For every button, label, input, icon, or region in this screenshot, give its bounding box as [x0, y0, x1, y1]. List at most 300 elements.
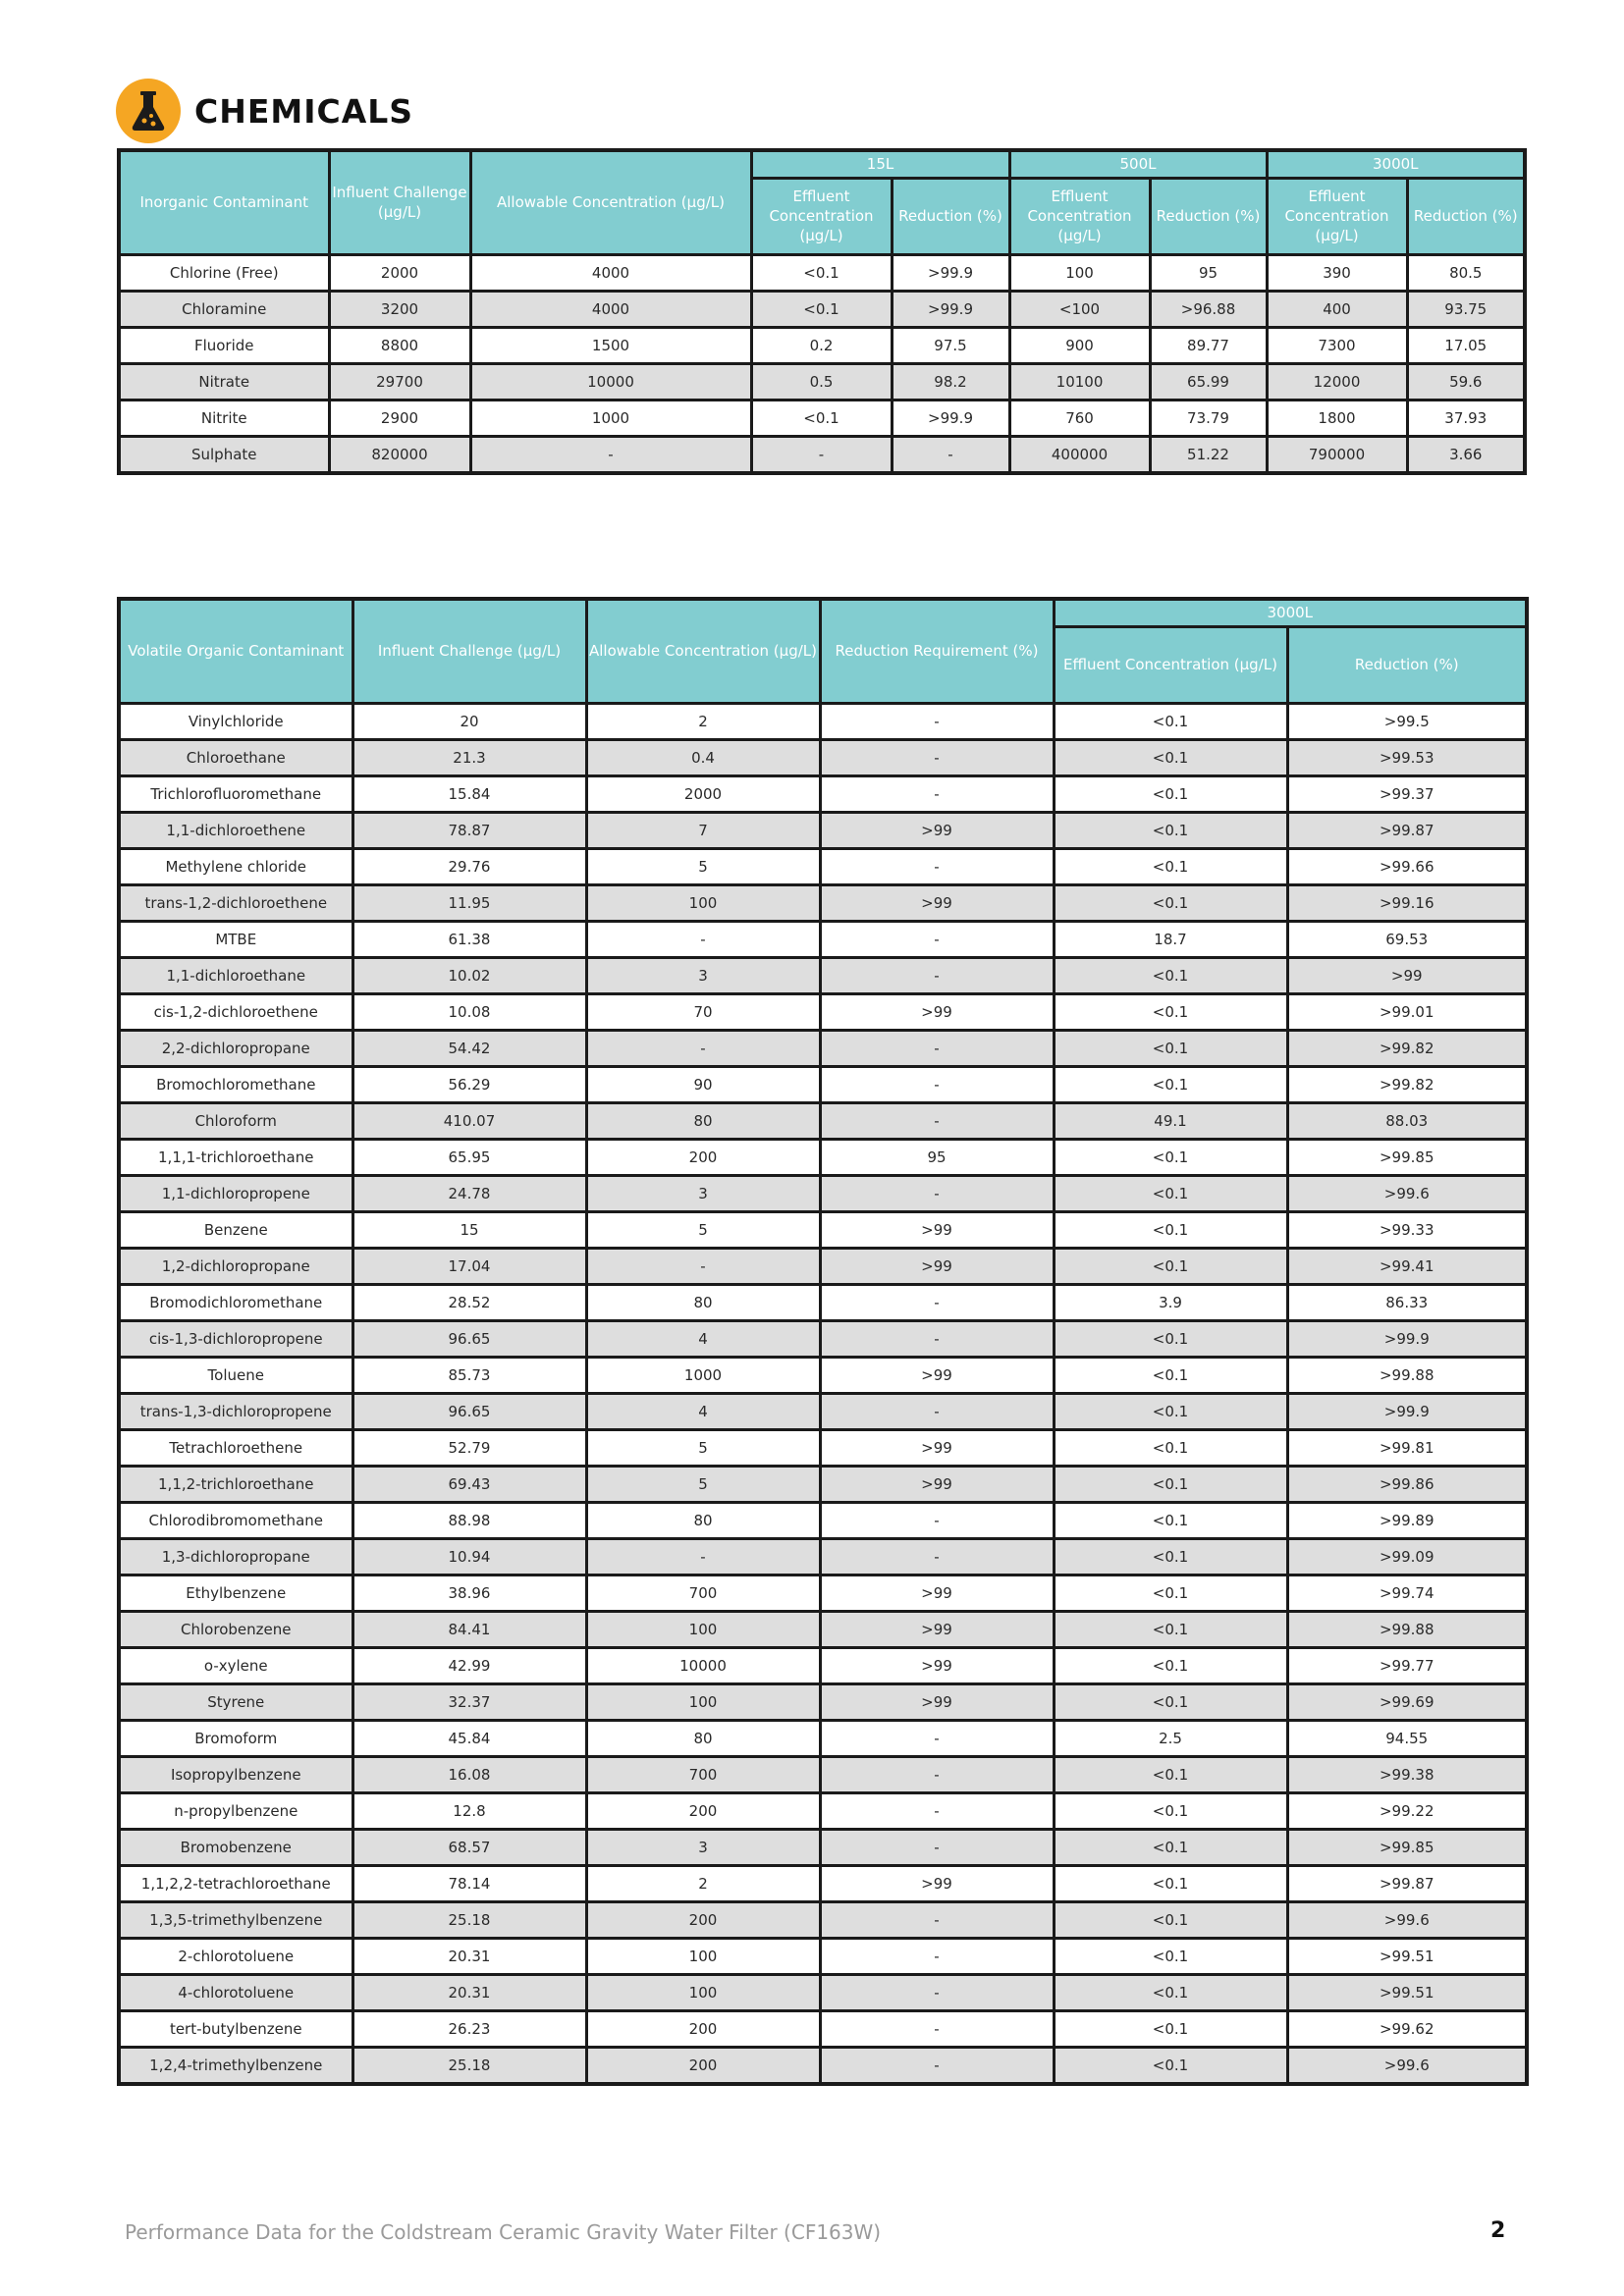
- value-cell: <0.1: [1054, 1756, 1287, 1792]
- value-cell: 68.57: [352, 1829, 586, 1865]
- value-cell: >99.9: [892, 254, 1009, 291]
- value-cell: 54.42: [352, 1030, 586, 1066]
- value-cell: >99.9: [892, 400, 1009, 436]
- value-cell: 95: [820, 1139, 1054, 1175]
- value-cell: <0.1: [1054, 1792, 1287, 1829]
- header-voc-reduction: Reduction (%): [1287, 626, 1527, 703]
- value-cell: <0.1: [1054, 1647, 1287, 1683]
- value-cell: -: [586, 1248, 820, 1284]
- value-cell: 59.6: [1407, 363, 1525, 400]
- value-cell: 12000: [1267, 363, 1407, 400]
- value-cell: >99: [820, 1211, 1054, 1248]
- value-cell: <0.1: [1054, 1429, 1287, 1466]
- value-cell: -: [820, 2010, 1054, 2047]
- value-cell: 26.23: [352, 2010, 586, 2047]
- contaminant-name-cell: Chlorobenzene: [119, 1611, 352, 1647]
- header-voc-influent: Influent Challenge (µg/L): [352, 599, 586, 703]
- contaminant-name-cell: 1,3-dichloropropane: [119, 1538, 352, 1575]
- value-cell: <0.1: [1054, 993, 1287, 1030]
- contaminant-name-cell: Isopropylbenzene: [119, 1756, 352, 1792]
- header-voc-contaminant: Volatile Organic Contaminant: [119, 599, 352, 703]
- value-cell: >99.38: [1287, 1756, 1527, 1792]
- value-cell: 200: [586, 1139, 820, 1175]
- value-cell: 90: [586, 1066, 820, 1102]
- value-cell: 7300: [1267, 327, 1407, 363]
- contaminant-name-cell: 1,1,1-trichloroethane: [119, 1139, 352, 1175]
- value-cell: -: [586, 921, 820, 957]
- value-cell: -: [820, 1320, 1054, 1357]
- value-cell: 4: [586, 1393, 820, 1429]
- contaminant-name-cell: 4-chlorotoluene: [119, 1974, 352, 2010]
- table-row: [119, 1429, 1527, 1466]
- value-cell: 80.5: [1407, 254, 1525, 291]
- value-cell: <0.1: [1054, 2047, 1287, 2084]
- value-cell: 100: [586, 1683, 820, 1720]
- value-cell: -: [820, 1393, 1054, 1429]
- value-cell: >99.62: [1287, 2010, 1527, 2047]
- value-cell: 61.38: [352, 921, 586, 957]
- value-cell: <0.1: [751, 254, 892, 291]
- value-cell: 10.08: [352, 993, 586, 1030]
- value-cell: 20: [352, 703, 586, 739]
- value-cell: 29.76: [352, 848, 586, 884]
- value-cell: 97.5: [892, 327, 1009, 363]
- contaminant-name-cell: Tetrachloroethene: [119, 1429, 352, 1466]
- value-cell: -: [820, 1792, 1054, 1829]
- value-cell: -: [820, 2047, 1054, 2084]
- value-cell: 100: [586, 1611, 820, 1647]
- value-cell: -: [586, 1538, 820, 1575]
- contaminant-name-cell: Trichlorofluoromethane: [119, 775, 352, 812]
- value-cell: >99.81: [1287, 1429, 1527, 1466]
- table-row: [119, 327, 1525, 363]
- value-cell: 17.05: [1407, 327, 1525, 363]
- value-cell: 25.18: [352, 1901, 586, 1938]
- value-cell: >99.69: [1287, 1683, 1527, 1720]
- value-cell: 2: [586, 1865, 820, 1901]
- table-row: [119, 1829, 1527, 1865]
- contaminant-name-cell: Vinylchloride: [119, 703, 352, 739]
- table-row: [119, 1139, 1527, 1175]
- value-cell: <0.1: [1054, 1974, 1287, 2010]
- value-cell: >99.22: [1287, 1792, 1527, 1829]
- value-cell: 100: [586, 884, 820, 921]
- value-cell: 11.95: [352, 884, 586, 921]
- value-cell: >99: [820, 1611, 1054, 1647]
- value-cell: >99: [820, 812, 1054, 848]
- value-cell: 10000: [586, 1647, 820, 1683]
- value-cell: 70: [586, 993, 820, 1030]
- header-group-15l: 15L: [751, 150, 1009, 178]
- contaminant-name-cell: Benzene: [119, 1211, 352, 1248]
- table-row: [119, 1647, 1527, 1683]
- value-cell: 10.94: [352, 1538, 586, 1575]
- contaminant-name-cell: Bromodichloromethane: [119, 1284, 352, 1320]
- value-cell: -: [820, 1066, 1054, 1102]
- value-cell: 1500: [470, 327, 751, 363]
- value-cell: >99.6: [1287, 1175, 1527, 1211]
- contaminant-name-cell: Bromoform: [119, 1720, 352, 1756]
- contaminant-name-cell: Chlorodibromomethane: [119, 1502, 352, 1538]
- value-cell: 700: [586, 1756, 820, 1792]
- value-cell: -: [820, 739, 1054, 775]
- value-cell: 3.66: [1407, 436, 1525, 473]
- value-cell: 5: [586, 1429, 820, 1466]
- value-cell: 56.29: [352, 1066, 586, 1102]
- value-cell: 200: [586, 1901, 820, 1938]
- value-cell: 20.31: [352, 1974, 586, 2010]
- table-row: [119, 957, 1527, 993]
- table-row: [119, 1248, 1527, 1284]
- contaminant-name-cell: Nitrite: [119, 400, 329, 436]
- value-cell: <0.1: [1054, 957, 1287, 993]
- value-cell: 0.5: [751, 363, 892, 400]
- contaminant-name-cell: Methylene chloride: [119, 848, 352, 884]
- value-cell: 5: [586, 1211, 820, 1248]
- table-row: [119, 1393, 1527, 1429]
- value-cell: <0.1: [1054, 1938, 1287, 1974]
- value-cell: -: [820, 1720, 1054, 1756]
- value-cell: >99: [820, 1683, 1054, 1720]
- value-cell: >99.5: [1287, 703, 1527, 739]
- table-row: [119, 400, 1525, 436]
- value-cell: 390: [1267, 254, 1407, 291]
- contaminant-name-cell: Bromobenzene: [119, 1829, 352, 1865]
- section-title: CHEMICALS: [194, 91, 414, 131]
- value-cell: 65.99: [1150, 363, 1267, 400]
- value-cell: <0.1: [1054, 884, 1287, 921]
- table-row: [119, 1575, 1527, 1611]
- value-cell: 790000: [1267, 436, 1407, 473]
- value-cell: <0.1: [1054, 1901, 1287, 1938]
- header-group-500l: 500L: [1009, 150, 1267, 178]
- value-cell: 80: [586, 1284, 820, 1320]
- value-cell: 78.87: [352, 812, 586, 848]
- value-cell: 80: [586, 1720, 820, 1756]
- flask-icon: [116, 79, 181, 143]
- value-cell: <0.1: [1054, 848, 1287, 884]
- value-cell: 8800: [329, 327, 470, 363]
- value-cell: 15.84: [352, 775, 586, 812]
- value-cell: >99: [820, 1466, 1054, 1502]
- header-voc-requirement: Reduction Requirement (%): [820, 599, 1054, 703]
- header-reduction-500l: Reduction (%): [1150, 178, 1267, 254]
- value-cell: <100: [1009, 291, 1150, 327]
- table-row: [119, 884, 1527, 921]
- value-cell: 3: [586, 957, 820, 993]
- table-row: [119, 1066, 1527, 1102]
- value-cell: 85.73: [352, 1357, 586, 1393]
- value-cell: >99.53: [1287, 739, 1527, 775]
- header-group-3000l: 3000L: [1267, 150, 1525, 178]
- value-cell: 10100: [1009, 363, 1150, 400]
- value-cell: >99.74: [1287, 1575, 1527, 1611]
- table-row: [119, 1538, 1527, 1575]
- header-effluent-15l: Effluent Concentration (µg/L): [751, 178, 892, 254]
- value-cell: -: [892, 436, 1009, 473]
- value-cell: <0.1: [1054, 1865, 1287, 1901]
- contaminant-name-cell: cis-1,2-dichloroethene: [119, 993, 352, 1030]
- contaminant-name-cell: trans-1,3-dichloropropene: [119, 1393, 352, 1429]
- value-cell: 3: [586, 1175, 820, 1211]
- contaminant-name-cell: Chloroform: [119, 1102, 352, 1139]
- value-cell: >99.9: [892, 291, 1009, 327]
- value-cell: 400000: [1009, 436, 1150, 473]
- value-cell: <0.1: [1054, 1502, 1287, 1538]
- value-cell: -: [586, 1030, 820, 1066]
- value-cell: -: [820, 1030, 1054, 1066]
- value-cell: >99.88: [1287, 1357, 1527, 1393]
- contaminant-name-cell: Ethylbenzene: [119, 1575, 352, 1611]
- contaminant-name-cell: trans-1,2-dichloroethene: [119, 884, 352, 921]
- value-cell: >99: [820, 1575, 1054, 1611]
- value-cell: <0.1: [1054, 1175, 1287, 1211]
- value-cell: 900: [1009, 327, 1150, 363]
- value-cell: 29700: [329, 363, 470, 400]
- contaminant-name-cell: o-xylene: [119, 1647, 352, 1683]
- value-cell: >99.9: [1287, 1393, 1527, 1429]
- table-row: [119, 1502, 1527, 1538]
- volatile-organic-contaminant-table: [117, 597, 1529, 2086]
- contaminant-name-cell: Styrene: [119, 1683, 352, 1720]
- value-cell: 100: [586, 1938, 820, 1974]
- value-cell: >99.41: [1287, 1248, 1527, 1284]
- value-cell: 16.08: [352, 1756, 586, 1792]
- value-cell: 820000: [329, 436, 470, 473]
- value-cell: 2.5: [1054, 1720, 1287, 1756]
- table-row: [119, 1683, 1527, 1720]
- value-cell: <0.1: [1054, 1829, 1287, 1865]
- header-effluent-500l: Effluent Concentration (µg/L): [1009, 178, 1150, 254]
- table-row: [119, 1974, 1527, 2010]
- contaminant-name-cell: 1,1,2-trichloroethane: [119, 1466, 352, 1502]
- table-row: [119, 993, 1527, 1030]
- table-row: [119, 363, 1525, 400]
- value-cell: 96.65: [352, 1393, 586, 1429]
- value-cell: 98.2: [892, 363, 1009, 400]
- table-row: [119, 436, 1525, 473]
- table-row: [119, 1720, 1527, 1756]
- contaminant-name-cell: Sulphate: [119, 436, 329, 473]
- value-cell: 88.98: [352, 1502, 586, 1538]
- value-cell: 200: [586, 2010, 820, 2047]
- value-cell: >99.82: [1287, 1030, 1527, 1066]
- contaminant-name-cell: n-propylbenzene: [119, 1792, 352, 1829]
- value-cell: >99.89: [1287, 1502, 1527, 1538]
- value-cell: 0.2: [751, 327, 892, 363]
- value-cell: 2: [586, 703, 820, 739]
- value-cell: 100: [586, 1974, 820, 2010]
- table-row: [119, 1175, 1527, 1211]
- value-cell: >99.09: [1287, 1538, 1527, 1575]
- table-row: [119, 739, 1527, 775]
- section-heading: [116, 77, 413, 145]
- contaminant-name-cell: 2-chlorotoluene: [119, 1938, 352, 1974]
- value-cell: >99.16: [1287, 884, 1527, 921]
- value-cell: <0.1: [1054, 703, 1287, 739]
- value-cell: -: [820, 1102, 1054, 1139]
- table-row: [119, 1030, 1527, 1066]
- value-cell: >99.66: [1287, 848, 1527, 884]
- header-voc-group-3000l: 3000L: [1054, 599, 1527, 626]
- value-cell: 10.02: [352, 957, 586, 993]
- value-cell: <0.1: [1054, 1248, 1287, 1284]
- value-cell: 93.75: [1407, 291, 1525, 327]
- contaminant-name-cell: Chloroethane: [119, 739, 352, 775]
- value-cell: 400: [1267, 291, 1407, 327]
- value-cell: 200: [586, 2047, 820, 2084]
- value-cell: >99.85: [1287, 1829, 1527, 1865]
- contaminant-name-cell: 1,1-dichloroethane: [119, 957, 352, 993]
- table-row: [119, 1901, 1527, 1938]
- value-cell: 2000: [329, 254, 470, 291]
- value-cell: 52.79: [352, 1429, 586, 1466]
- table-row: [119, 848, 1527, 884]
- value-cell: 37.93: [1407, 400, 1525, 436]
- value-cell: 2000: [586, 775, 820, 812]
- value-cell: 4000: [470, 254, 751, 291]
- contaminant-name-cell: cis-1,3-dichloropropene: [119, 1320, 352, 1357]
- value-cell: >99.87: [1287, 1865, 1527, 1901]
- table-row: [119, 1865, 1527, 1901]
- value-cell: 3.9: [1054, 1284, 1287, 1320]
- value-cell: 80: [586, 1102, 820, 1139]
- contaminant-name-cell: 1,1-dichloropropene: [119, 1175, 352, 1211]
- value-cell: -: [820, 957, 1054, 993]
- header-inorganic-contaminant: Inorganic Contaminant: [119, 150, 329, 254]
- table-row: [119, 1792, 1527, 1829]
- table-row: [119, 812, 1527, 848]
- value-cell: 20.31: [352, 1938, 586, 1974]
- value-cell: -: [470, 436, 751, 473]
- header-allowable-concentration: Allowable Concentration (µg/L): [470, 150, 751, 254]
- value-cell: -: [751, 436, 892, 473]
- value-cell: 51.22: [1150, 436, 1267, 473]
- table-row: [119, 775, 1527, 812]
- value-cell: >99: [820, 1647, 1054, 1683]
- footer-text: Performance Data for the Coldstream Ceramic Gravity Water Filter (CF163W): [125, 2220, 882, 2244]
- value-cell: -: [820, 1901, 1054, 1938]
- value-cell: 4000: [470, 291, 751, 327]
- value-cell: 49.1: [1054, 1102, 1287, 1139]
- table-row: [119, 1611, 1527, 1647]
- header-reduction-3000l: Reduction (%): [1407, 178, 1525, 254]
- contaminant-name-cell: Nitrate: [119, 363, 329, 400]
- contaminant-name-cell: 1,2,4-trimethylbenzene: [119, 2047, 352, 2084]
- value-cell: 100: [1009, 254, 1150, 291]
- value-cell: >99.33: [1287, 1211, 1527, 1248]
- value-cell: -: [820, 1974, 1054, 2010]
- value-cell: 94.55: [1287, 1720, 1527, 1756]
- value-cell: -: [820, 921, 1054, 957]
- table-row: [119, 703, 1527, 739]
- table-row: [119, 291, 1525, 327]
- table-row: [119, 2047, 1527, 2084]
- table-row: [119, 1756, 1527, 1792]
- value-cell: 5: [586, 848, 820, 884]
- value-cell: -: [820, 775, 1054, 812]
- contaminant-name-cell: Fluoride: [119, 327, 329, 363]
- value-cell: >96.88: [1150, 291, 1267, 327]
- page-number: 2: [1490, 2218, 1506, 2243]
- value-cell: <0.1: [1054, 1538, 1287, 1575]
- value-cell: 3200: [329, 291, 470, 327]
- value-cell: 65.95: [352, 1139, 586, 1175]
- value-cell: >99: [820, 1248, 1054, 1284]
- value-cell: 32.37: [352, 1683, 586, 1720]
- value-cell: 410.07: [352, 1102, 586, 1139]
- value-cell: <0.1: [1054, 2010, 1287, 2047]
- value-cell: >99: [1287, 957, 1527, 993]
- value-cell: 80: [586, 1502, 820, 1538]
- value-cell: 95: [1150, 254, 1267, 291]
- contaminant-name-cell: Toluene: [119, 1357, 352, 1393]
- header-influent-challenge: Influent Challenge (µg/L): [329, 150, 470, 254]
- value-cell: -: [820, 1175, 1054, 1211]
- value-cell: <0.1: [1054, 1211, 1287, 1248]
- value-cell: 69.43: [352, 1466, 586, 1502]
- value-cell: 1000: [470, 400, 751, 436]
- value-cell: >99.51: [1287, 1938, 1527, 1974]
- value-cell: 42.99: [352, 1647, 586, 1683]
- value-cell: 3: [586, 1829, 820, 1865]
- value-cell: <0.1: [1054, 1611, 1287, 1647]
- value-cell: >99: [820, 1429, 1054, 1466]
- value-cell: <0.1: [1054, 1357, 1287, 1393]
- contaminant-name-cell: Bromochloromethane: [119, 1066, 352, 1102]
- value-cell: >99: [820, 1357, 1054, 1393]
- contaminant-name-cell: 2,2-dichloropropane: [119, 1030, 352, 1066]
- value-cell: <0.1: [1054, 1575, 1287, 1611]
- value-cell: <0.1: [1054, 775, 1287, 812]
- value-cell: >99.87: [1287, 812, 1527, 848]
- value-cell: 88.03: [1287, 1102, 1527, 1139]
- value-cell: >99.88: [1287, 1611, 1527, 1647]
- value-cell: <0.1: [1054, 1066, 1287, 1102]
- contaminant-name-cell: 1,2-dichloropropane: [119, 1248, 352, 1284]
- value-cell: 10000: [470, 363, 751, 400]
- value-cell: >99.01: [1287, 993, 1527, 1030]
- table-row: [119, 1938, 1527, 1974]
- inorganic-contaminant-table: [117, 148, 1527, 475]
- table-row: [119, 254, 1525, 291]
- header-effluent-3000l: Effluent Concentration (µg/L): [1267, 178, 1407, 254]
- contaminant-name-cell: 1,3,5-trimethylbenzene: [119, 1901, 352, 1938]
- table-row: [119, 1320, 1527, 1357]
- value-cell: >99.6: [1287, 1901, 1527, 1938]
- value-cell: >99.37: [1287, 775, 1527, 812]
- value-cell: -: [820, 1756, 1054, 1792]
- value-cell: 69.53: [1287, 921, 1527, 957]
- value-cell: 86.33: [1287, 1284, 1527, 1320]
- value-cell: <0.1: [1054, 1030, 1287, 1066]
- value-cell: <0.1: [1054, 1683, 1287, 1720]
- value-cell: >99: [820, 993, 1054, 1030]
- value-cell: <0.1: [1054, 1139, 1287, 1175]
- value-cell: 18.7: [1054, 921, 1287, 957]
- value-cell: >99: [820, 1865, 1054, 1901]
- value-cell: 0.4: [586, 739, 820, 775]
- table-row: [119, 1357, 1527, 1393]
- value-cell: 45.84: [352, 1720, 586, 1756]
- value-cell: 28.52: [352, 1284, 586, 1320]
- value-cell: 12.8: [352, 1792, 586, 1829]
- table-row: [119, 1466, 1527, 1502]
- value-cell: >99.51: [1287, 1974, 1527, 2010]
- value-cell: 1000: [586, 1357, 820, 1393]
- value-cell: 38.96: [352, 1575, 586, 1611]
- value-cell: 2900: [329, 400, 470, 436]
